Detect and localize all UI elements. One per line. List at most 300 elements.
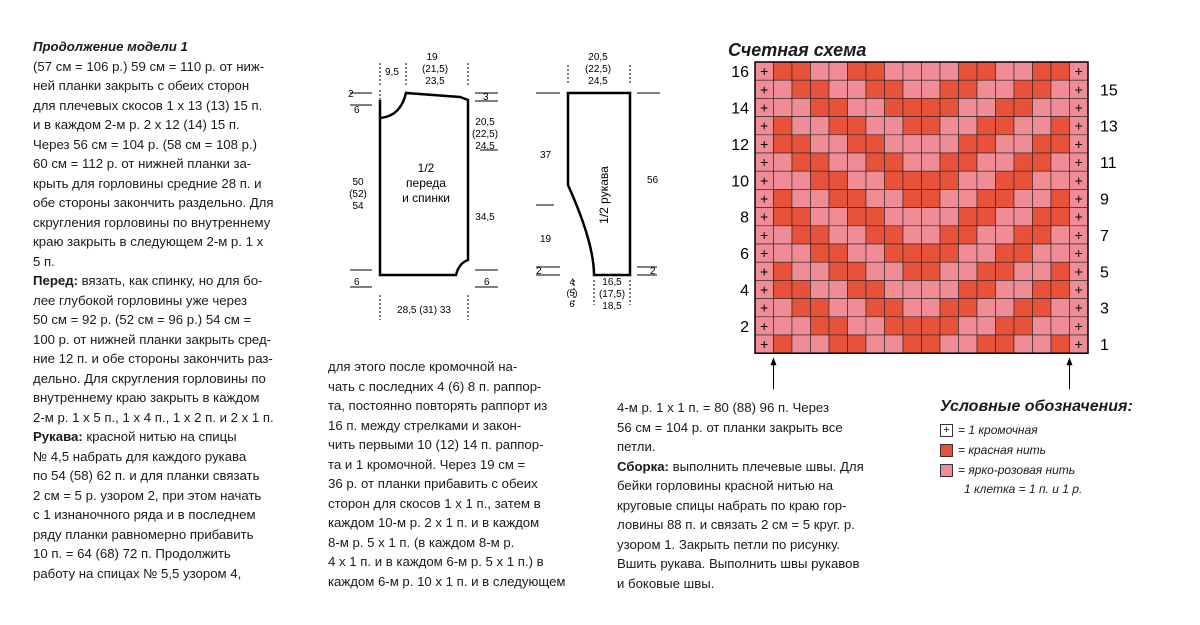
chart-cell [774, 135, 793, 153]
legend-pink-row [940, 460, 1133, 480]
legend-edge-label: = 1 кромочная [958, 423, 1038, 437]
label-height-2: (52) [349, 189, 367, 200]
chart-cell [959, 135, 978, 153]
chart-cell [848, 262, 867, 280]
chart-cell [792, 280, 811, 298]
chart-cell [959, 208, 978, 226]
chart-cell [829, 317, 848, 335]
text-line: 36 р. от планки прибавить с обеих [328, 476, 538, 491]
row-label-right: 3 [1100, 300, 1109, 318]
chart-cell [866, 80, 885, 98]
text-line: 56 см = 104 р. от планки закрыть все [617, 419, 843, 435]
chart-cell [903, 208, 922, 226]
chart-cell [829, 244, 848, 262]
label-sleeve-left-2: 2 [536, 266, 542, 277]
edge-stitch-icon: + [1074, 154, 1083, 171]
chart-cell [792, 226, 811, 244]
chart-cell [1033, 117, 1052, 135]
label-shoulder-width-2: (21,5) [421, 64, 449, 75]
chart-cell [977, 153, 996, 171]
chart-cell [848, 98, 867, 116]
text-line: крыть для горловины средние 28 п. и [33, 175, 262, 191]
chart-cell [811, 171, 830, 189]
chart-cell [940, 117, 959, 135]
edge-stitch-icon: + [1074, 281, 1083, 298]
chart-cell [1033, 299, 1052, 317]
chart-cell [811, 208, 830, 226]
chart-cell [1051, 153, 1070, 171]
edge-stitch-icon: + [760, 99, 769, 116]
label-left-2: 2 [348, 89, 354, 100]
text-line: 4 х 1 п. и в каждом 6-м р. 5 х 1 п.) в [328, 554, 544, 569]
chart-cell [1051, 117, 1070, 135]
chart-cell [959, 80, 978, 98]
legend-red-label: = красная нить [958, 443, 1046, 457]
chart-cell [1014, 244, 1033, 262]
chart-cell [922, 171, 941, 189]
chart-cell [903, 117, 922, 135]
chart-cell [1033, 226, 1052, 244]
chart-cell [774, 317, 793, 335]
label-shoulder-width-3: 23,5 [425, 76, 445, 87]
edge-stitch-icon: + [760, 135, 769, 152]
chart-cell [922, 135, 941, 153]
chart-cell [940, 226, 959, 244]
chart-cell [903, 262, 922, 280]
edge-stitch-icon: + [1074, 299, 1083, 316]
chart-cell [885, 208, 904, 226]
chart-cell [829, 80, 848, 98]
chart-cell [922, 262, 941, 280]
chart-cell [866, 262, 885, 280]
chart-cell [922, 80, 941, 98]
text-line: и в каждом 2-м р. 2 х 12 (14) 15 п. [33, 117, 240, 132]
chart-cell [996, 189, 1015, 207]
chart-cell [959, 244, 978, 262]
row-label-left: 10 [731, 173, 749, 191]
label-sleeve-bottom-3: 18,5 [602, 301, 622, 312]
chart-cell [922, 62, 941, 80]
chart-cell [1014, 98, 1033, 116]
chart-cell [829, 62, 848, 80]
text-line: каждом 10-м р. 2 х 1 п. и в каждом [328, 515, 540, 530]
chart-cell [792, 299, 811, 317]
text-column-3 [617, 398, 889, 593]
chart-cell [1051, 80, 1070, 98]
text-line: ней планки закрыть с обеих сторон [33, 78, 250, 93]
text-line: работу на спицах № 5,5 узором 4, [33, 565, 242, 581]
chart-cell [959, 62, 978, 80]
chart-cell [885, 80, 904, 98]
edge-stitch-icon: + [1074, 336, 1083, 353]
chart-cell [774, 280, 793, 298]
chart-cell [1051, 62, 1070, 80]
chart-cell [866, 244, 885, 262]
chart-cell [996, 98, 1015, 116]
chart-cell [1051, 208, 1070, 226]
text-line: № 4,5 набрать для каждого рукава [33, 448, 247, 464]
chart-cell [1033, 317, 1052, 335]
chart-cell [774, 153, 793, 171]
chart-cell [977, 62, 996, 80]
label-sleeve-bottom-left-1: 4 [569, 277, 575, 287]
chart-cell [829, 208, 848, 226]
chart-cell [903, 135, 922, 153]
text-line: обе стороны закончить раздельно. Для [33, 195, 274, 210]
chart-cell [848, 299, 867, 317]
text-line: чить первыми 10 (12) 14 п. раппор- [328, 437, 544, 452]
chart-cell [1014, 335, 1033, 353]
chart-cell [977, 171, 996, 189]
chart-cell [996, 317, 1015, 335]
chart-cell [848, 226, 867, 244]
edge-stitch-swatch: + [940, 424, 953, 437]
chart-cell [922, 208, 941, 226]
chart-cell [940, 62, 959, 80]
chart-cell [811, 135, 830, 153]
chart-cell [959, 262, 978, 280]
text-line: Сборка: выполнить плечевые швы. Для [617, 458, 864, 474]
text-line: внутреннему краю закрыть в каждом [33, 390, 260, 405]
chart-cell [774, 62, 793, 80]
chart-cell [959, 189, 978, 207]
row-label-right: 15 [1100, 82, 1118, 100]
chart-cell [811, 117, 830, 135]
chart-cell [922, 226, 941, 244]
chart-cell [1033, 171, 1052, 189]
chart-cell [940, 317, 959, 335]
chart-cell [811, 80, 830, 98]
knitting-chart [720, 58, 1130, 398]
row-label-right: 1 [1100, 337, 1109, 355]
chart-cell [977, 244, 996, 262]
piece-label-2: переда [406, 176, 446, 190]
chart-cell [829, 189, 848, 207]
chart-cell [1033, 335, 1052, 353]
chart-cell [866, 62, 885, 80]
text-line: бейки горловины красной нитью на [617, 478, 834, 493]
edge-stitch-icon: + [760, 336, 769, 353]
chart-cell [977, 80, 996, 98]
chart-cell [996, 335, 1015, 353]
chart-cell [811, 244, 830, 262]
chart-cell [1014, 317, 1033, 335]
chart-cell [1033, 135, 1052, 153]
chart-cell [977, 299, 996, 317]
paragraph-sleeves-continued [328, 357, 598, 591]
label-left-6: 6 [354, 105, 360, 116]
chart-cell [792, 153, 811, 171]
chart-cell [903, 62, 922, 80]
chart-cell [866, 117, 885, 135]
text-line: 100 р. от нижней планки закрыть сред- [33, 331, 272, 347]
chart-cell [774, 244, 793, 262]
edge-stitch-icon: + [1074, 135, 1083, 152]
chart-cell [848, 135, 867, 153]
chart-cell [866, 317, 885, 335]
chart-cell [792, 317, 811, 335]
chart-cell [940, 244, 959, 262]
edge-stitch-icon: + [1074, 263, 1083, 280]
chart-cell [977, 117, 996, 135]
text-line: Через 56 см = 104 р. (58 см = 108 р.) [33, 136, 258, 152]
chart-cell [792, 208, 811, 226]
chart-cell [1014, 117, 1033, 135]
text-line: 2 см = 5 р. узором 2, при этом начать [33, 487, 262, 503]
chart-cell [774, 226, 793, 244]
chart-cell [1033, 208, 1052, 226]
edge-stitch-icon: + [760, 154, 769, 171]
chart-cell [1014, 280, 1033, 298]
paragraph-sleeves [33, 427, 301, 583]
text-line: 8-м р. 5 х 1 п. (в каждом 8-м р. [328, 534, 515, 550]
chart-cell [977, 280, 996, 298]
chart-cell [1014, 135, 1033, 153]
chart-cell [940, 98, 959, 116]
row-label-right: 7 [1100, 227, 1109, 245]
edge-stitch-icon: + [1074, 117, 1083, 134]
chart-cell [996, 280, 1015, 298]
row-label-right: 5 [1100, 264, 1109, 282]
chart-cell [792, 262, 811, 280]
chart-cell [848, 335, 867, 353]
chart-cell [829, 226, 848, 244]
chart-cell [1014, 80, 1033, 98]
chart-cell [922, 317, 941, 335]
piece-label-3: и спинки [402, 191, 450, 205]
chart-cell [977, 98, 996, 116]
text-column-1 [33, 37, 301, 583]
text-line: 60 см = 112 р. от нижней планки за- [33, 156, 252, 171]
chart-cell [885, 171, 904, 189]
chart-cell [1051, 189, 1070, 207]
edge-stitch-icon: + [1074, 99, 1083, 116]
row-label-right: 9 [1100, 191, 1109, 209]
edge-stitch-icon: + [760, 190, 769, 207]
chart-cell [903, 80, 922, 98]
chart-cell [885, 189, 904, 207]
chart-cell [1033, 62, 1052, 80]
chart-cell [792, 189, 811, 207]
arrow-head-icon [1067, 357, 1073, 365]
text-line: круговые спицы набрать по краю гор- [617, 497, 847, 513]
edge-stitch-icon: + [1074, 172, 1083, 189]
text-line: 10 п. = 64 (68) 72 п. Продолжить [33, 546, 231, 561]
chart-cell [996, 62, 1015, 80]
chart-cell [885, 299, 904, 317]
chart-cell [903, 153, 922, 171]
chart-cell [885, 135, 904, 153]
chart-cell [866, 98, 885, 116]
legend-red-row [940, 440, 1133, 460]
text-line: 5 п. [33, 253, 55, 269]
chart-cell [977, 226, 996, 244]
edge-stitch-icon: + [760, 117, 769, 134]
chart-cell [866, 299, 885, 317]
chart-cell [848, 80, 867, 98]
body-pattern-diagram [340, 45, 515, 325]
chart-cell [1014, 299, 1033, 317]
chart-cell [866, 189, 885, 207]
chart-cell [829, 153, 848, 171]
chart-cell [866, 226, 885, 244]
chart-cell [811, 98, 830, 116]
legend-note: 1 клетка = 1 п. и 1 р. [964, 482, 1083, 496]
paragraph-intro [33, 57, 301, 272]
edge-stitch-icon: + [760, 281, 769, 298]
chart-cell [885, 98, 904, 116]
paragraph-assembly [617, 457, 889, 594]
chart-cell [1014, 226, 1033, 244]
edge-stitch-icon: + [760, 208, 769, 225]
row-label-right: 13 [1100, 118, 1118, 136]
text-line: с 1 изнаночного ряда и в последнем [33, 507, 256, 522]
text-line: та, постоянно повторять раппорт из [328, 398, 548, 413]
chart-cell [1051, 98, 1070, 116]
chart-cell [811, 299, 830, 317]
row-label-left: 12 [731, 136, 749, 154]
text-line: и боковые швы. [617, 575, 715, 591]
text-line: скругления горловины по внутреннему [33, 214, 271, 230]
chart-cell [811, 226, 830, 244]
chart-cell [940, 135, 959, 153]
chart-cell [959, 171, 978, 189]
chart-cell [996, 226, 1015, 244]
text-line: лее глубокой горловины уже через [33, 292, 248, 308]
chart-cell [996, 299, 1015, 317]
chart-cell [885, 317, 904, 335]
label-sleeve-right-2: 2 [650, 266, 656, 277]
edge-stitch-icon: + [1074, 226, 1083, 243]
label-bottom-left-6: 6 [354, 277, 360, 288]
chart-cell [829, 262, 848, 280]
chart-cell [792, 171, 811, 189]
chart-cell [940, 280, 959, 298]
label-sleeve-56: 56 [647, 175, 659, 186]
chart-cell [792, 80, 811, 98]
legend [940, 398, 1133, 496]
chart-cell [959, 98, 978, 116]
chart-cell [885, 244, 904, 262]
chart-cell [1033, 189, 1052, 207]
legend-title: Условные обозначения: [940, 398, 1133, 415]
chart-cell [774, 117, 793, 135]
chart-cell [774, 262, 793, 280]
label-sleeve-top-3: 24,5 [588, 76, 608, 87]
chart-cell [811, 280, 830, 298]
chart-cell [922, 117, 941, 135]
chart-cell [959, 280, 978, 298]
chart-cell [903, 189, 922, 207]
edge-stitch-icon: + [760, 317, 769, 334]
chart-cell [792, 244, 811, 262]
chart-cell [903, 317, 922, 335]
chart-cell [940, 153, 959, 171]
chart-cell [1014, 189, 1033, 207]
edge-stitch-icon: + [760, 172, 769, 189]
chart-cell [1051, 244, 1070, 262]
edge-stitch-icon: + [760, 226, 769, 243]
edge-stitch-icon: + [760, 245, 769, 262]
bold-lead: Сборка: [617, 458, 669, 474]
chart-cell [848, 153, 867, 171]
chart-cell [811, 317, 830, 335]
chart-cell [922, 98, 941, 116]
label-armhole-3: 24,5 [475, 141, 495, 152]
chart-cell [959, 226, 978, 244]
chart-cell [977, 189, 996, 207]
piece-label-1: 1/2 [417, 161, 435, 175]
edge-stitch-icon: + [1074, 190, 1083, 207]
label-sleeve-top-2: (22,5) [584, 64, 612, 75]
arrow-head-icon [771, 357, 777, 365]
chart-cell [959, 153, 978, 171]
chart-cell [977, 317, 996, 335]
chart-cell [940, 171, 959, 189]
chart-cell [903, 226, 922, 244]
text-column-2 [328, 357, 598, 591]
chart-title: Счетная схема [728, 40, 867, 60]
chart-cell [885, 226, 904, 244]
edge-stitch-icon: + [1074, 81, 1083, 98]
label-sleeve-bottom-1: 16,5 [602, 277, 622, 288]
label-sleeve-bottom-2: (17,5) [598, 289, 626, 300]
chart-cell [848, 280, 867, 298]
chart-cell [848, 117, 867, 135]
legend-pink-label: = ярко-розовая нить [958, 463, 1076, 477]
edge-stitch-icon: + [1074, 63, 1083, 80]
edge-stitch-icon: + [760, 299, 769, 316]
edge-stitch-icon: + [760, 81, 769, 98]
text-line: 4-м р. 1 х 1 п. = 80 (88) 96 п. Через [617, 400, 830, 415]
label-shoulder-width-1: 19 [426, 52, 438, 63]
chart-cell [903, 280, 922, 298]
chart-cell [1033, 262, 1052, 280]
chart-cell [829, 117, 848, 135]
label-sleeve-top-1: 20,5 [588, 52, 608, 63]
chart-cell [829, 135, 848, 153]
label-right-3: 3 [483, 92, 489, 103]
chart-cell [922, 280, 941, 298]
text-line: Перед: вязать, как спинку, но для бо- [33, 273, 263, 288]
label-height-1: 50 [352, 177, 364, 188]
edge-stitch-icon: + [1074, 208, 1083, 225]
text-line: чать с последних 4 (6) 8 п. раппор- [328, 378, 542, 394]
chart-cell [885, 117, 904, 135]
chart-cell [996, 117, 1015, 135]
chart-cell [774, 189, 793, 207]
chart-cell [922, 189, 941, 207]
chart-cell [829, 98, 848, 116]
text-line: 2-м р. 1 х 5 п., 1 х 4 п., 1 х 2 п. и 2 х 1 п. [33, 409, 274, 425]
chart-cell [866, 135, 885, 153]
chart-cell [996, 135, 1015, 153]
text-line: 16 п. между стрелками и закон- [328, 417, 522, 433]
edge-stitch-icon: + [1074, 245, 1083, 262]
text-line: каждом 6-м р. 10 х 1 п. и в следующем [328, 573, 566, 589]
chart-cell [866, 280, 885, 298]
chart-cell [848, 189, 867, 207]
chart-cell [903, 171, 922, 189]
chart-cell [866, 335, 885, 353]
chart-cell [1014, 208, 1033, 226]
text-line: ние 12 п. и обе стороны закончить раз- [33, 351, 273, 366]
chart-cell [977, 335, 996, 353]
label-sleeve-bottom-left-2: (5) [566, 288, 578, 298]
text-line: (57 см = 106 р.) 59 см = 110 р. от ниж- [33, 58, 265, 74]
chart-cell [996, 262, 1015, 280]
edge-stitch-icon: + [1074, 317, 1083, 334]
